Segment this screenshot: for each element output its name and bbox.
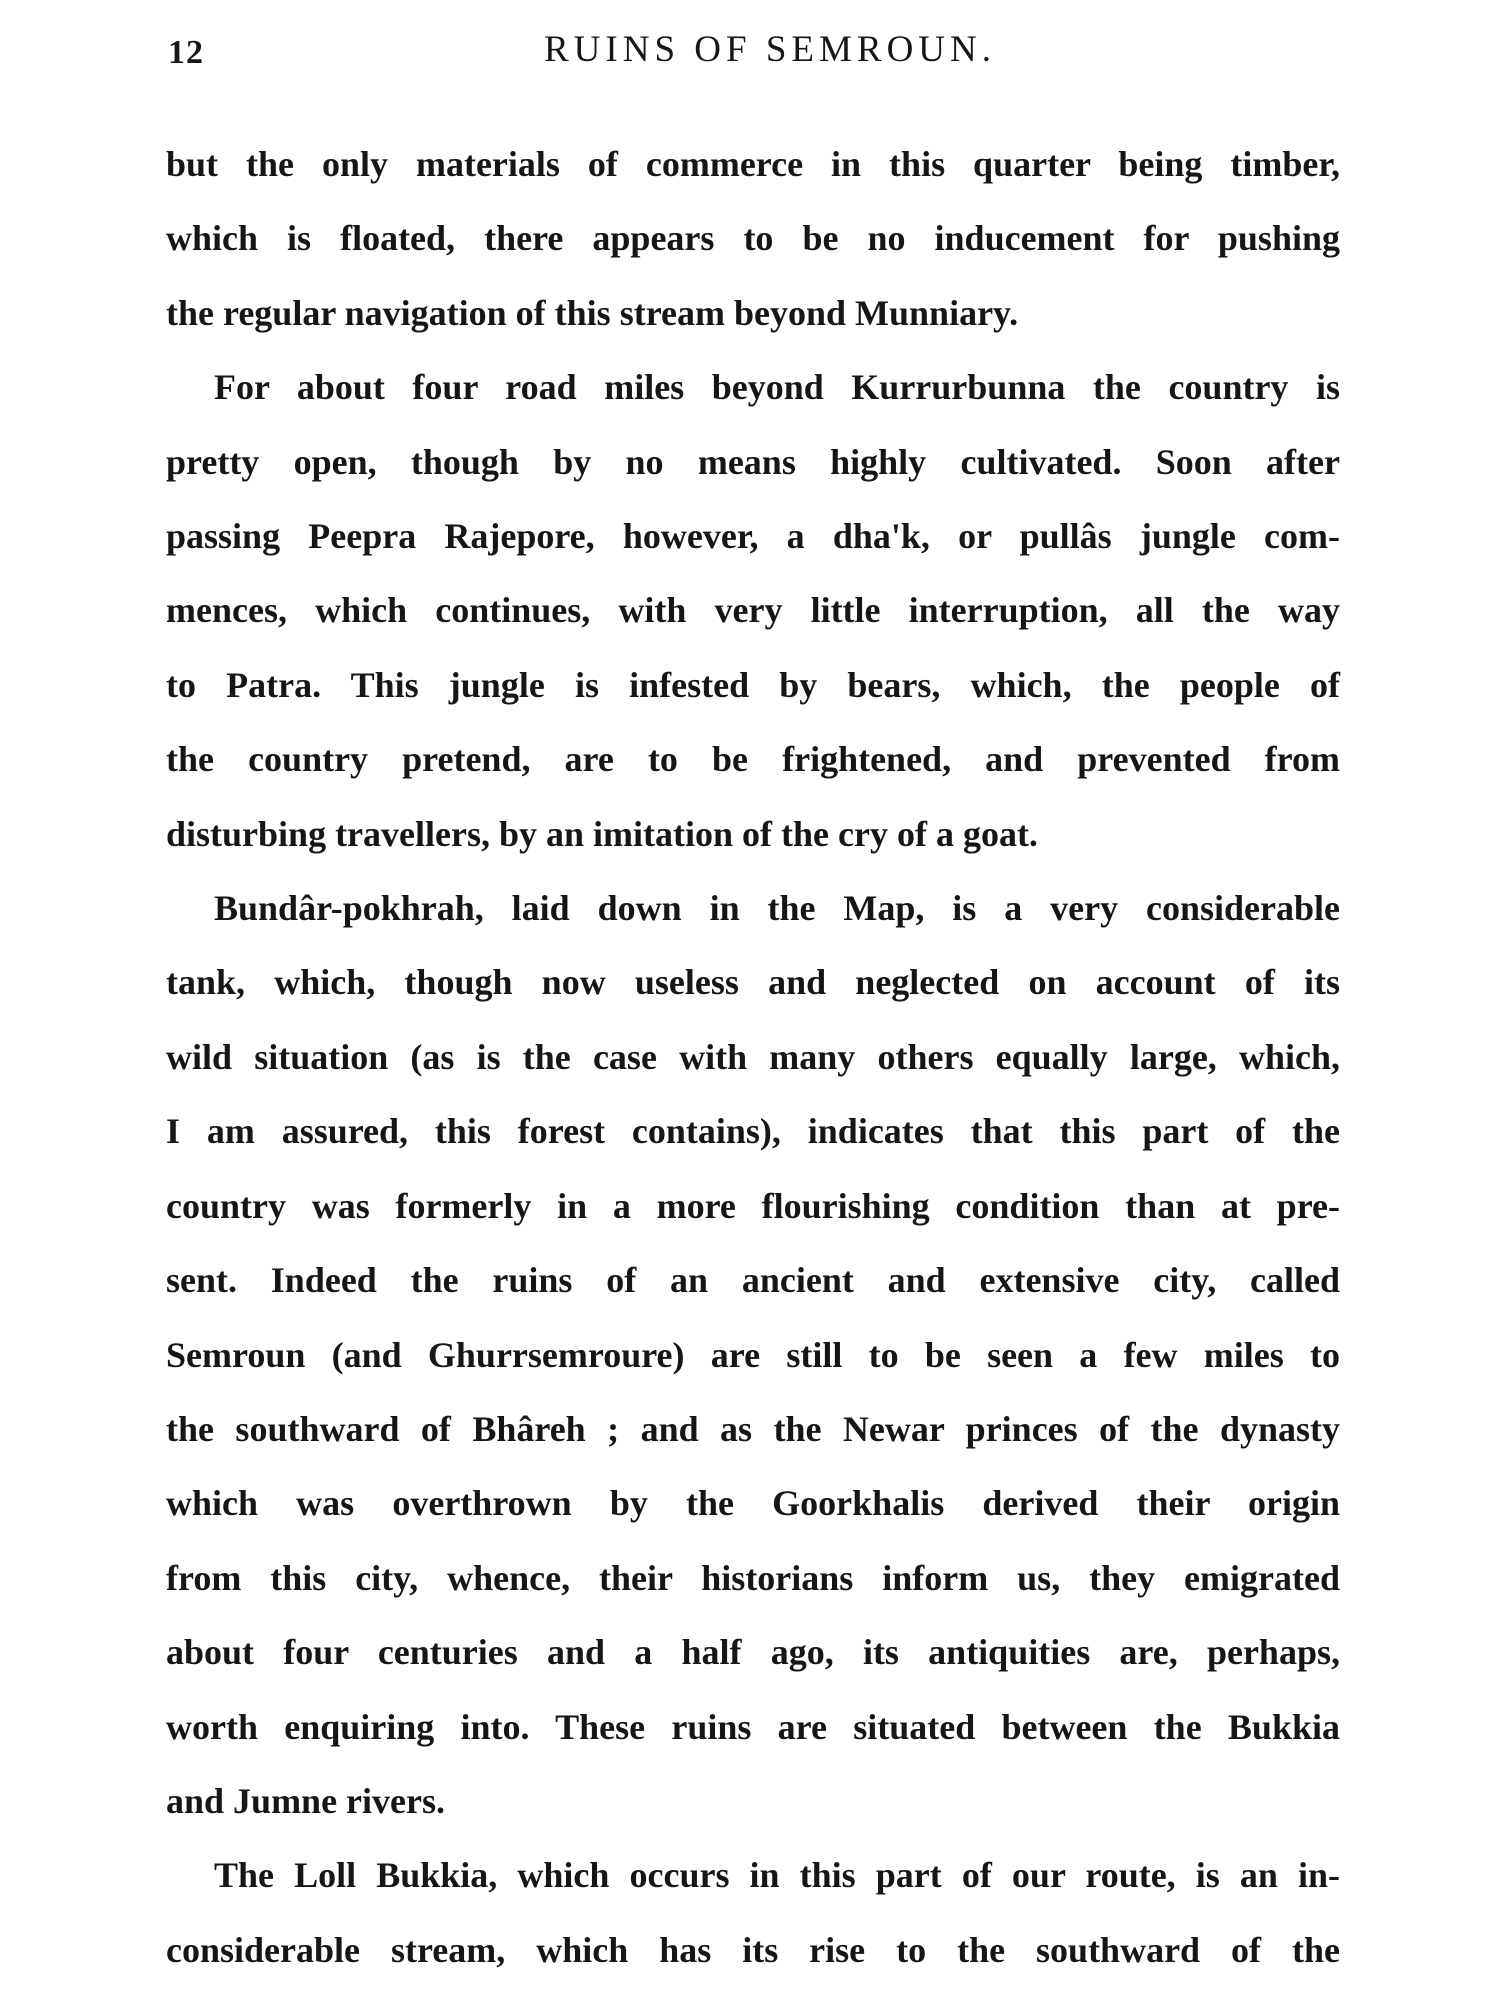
text-line: disturbing travellers, by an imitation of the cry of a goat. xyxy=(166,813,1038,854)
body-text xyxy=(166,127,1340,1987)
text-line: country was formerly in a more flourishing condition than at pre- xyxy=(166,1185,1340,1226)
paragraph-2 xyxy=(166,350,1340,871)
text-line: about four centuries and a half ago, its antiquities are, perhaps, xyxy=(166,1632,1340,1673)
text-line: For about four road miles beyond Kurrurbunna the country is xyxy=(214,367,1340,408)
text-line: worth enquiring into. These ruins are situated between the Bukkia xyxy=(166,1706,1340,1747)
page-header xyxy=(160,22,1340,82)
text-line: The Loll Bukkia, which occurs in this part of our route, is an in- xyxy=(214,1855,1340,1896)
text-line: but the only materials of commerce in this quarter being timber, xyxy=(166,144,1340,184)
text-line: pretty open, though by no means highly cultivated. Soon after xyxy=(166,441,1340,482)
text-line: Semroun (and Ghurrsemroure) are still to be seen a few miles to xyxy=(166,1334,1340,1375)
text-line: and Jumne rivers. xyxy=(166,1780,445,1821)
text-line: from this city, whence, their historians inform us, they emigrated xyxy=(166,1557,1340,1598)
text-line: passing Peepra Rajepore, however, a dha'k, or pullâs jungle com- xyxy=(166,516,1340,557)
text-line: the southward of Bhâreh ; and as the Newar princes of the dynasty xyxy=(166,1408,1340,1449)
paragraph-4 xyxy=(166,1838,1340,1987)
text-line: which is floated, there appears to be no inducement for pushing xyxy=(166,218,1340,259)
text-line: sent. Indeed the ruins of an ancient and extensive city, called xyxy=(166,1260,1340,1301)
page-number: 12 xyxy=(168,34,204,71)
text-line: which was overthrown by the Goorkhalis derived their origin xyxy=(166,1483,1340,1524)
running-title: RUINS OF SEMROUN. xyxy=(544,29,996,70)
text-line: considerable stream, which has its rise to the southward of the xyxy=(166,1929,1340,1970)
text-line: I am assured, this forest contains), indicates that this part of the xyxy=(166,1111,1340,1152)
text-line: wild situation (as is the case with many others equally large, which, xyxy=(166,1036,1340,1077)
text-line: mences, which continues, with very little interruption, all the way xyxy=(166,590,1340,631)
text-line: to Patra. This jungle is infested by bears, which, the people of xyxy=(166,664,1340,705)
text-line: Bundâr-pokhrah, laid down in the Map, is a very considerable xyxy=(214,888,1340,929)
text-line: tank, which, though now useless and neglected on account of its xyxy=(166,962,1340,1003)
text-line: the regular navigation of this stream beyond Munniary. xyxy=(166,292,1019,333)
text-line: the country pretend, are to be frightened, and prevented from xyxy=(166,739,1340,780)
paragraph-3 xyxy=(166,871,1340,1838)
paragraph-1 xyxy=(166,127,1340,350)
